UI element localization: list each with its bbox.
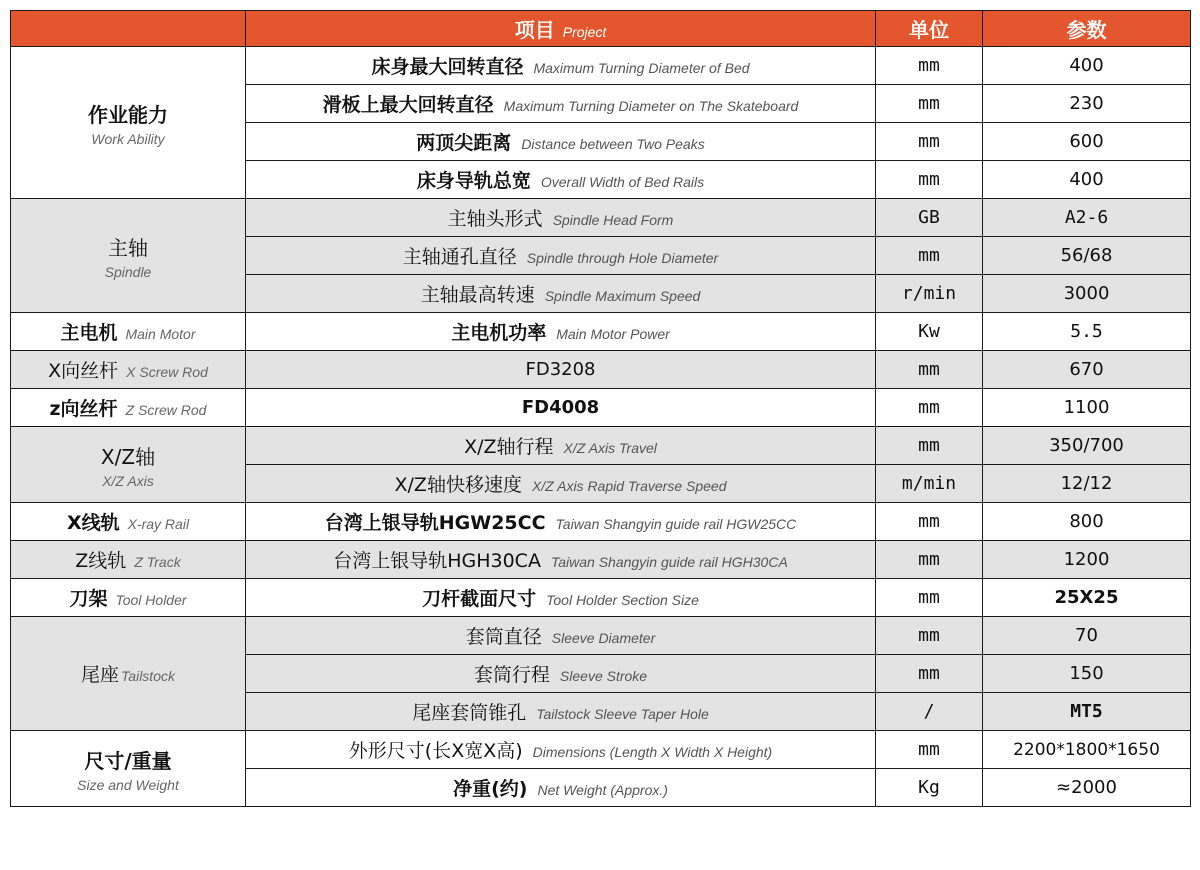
value-cell: 5.5 bbox=[983, 313, 1191, 351]
table-row bbox=[11, 617, 1191, 655]
value-cell: 3000 bbox=[983, 275, 1191, 313]
group-x-screw: X向丝杆 X Screw Rod bbox=[11, 351, 246, 389]
table-row bbox=[11, 313, 1191, 351]
item-cell: FD4008 bbox=[246, 389, 876, 427]
item-cell: 床身导轨总宽 Overall Width of Bed Rails bbox=[246, 161, 876, 199]
header-param: 参数 bbox=[983, 11, 1191, 47]
table-row bbox=[11, 351, 1191, 389]
table-row bbox=[11, 47, 1191, 85]
item-cell: X/Z轴行程 X/Z Axis Travel bbox=[246, 427, 876, 465]
item-cell: 两顶尖距离 Distance between Two Peaks bbox=[246, 123, 876, 161]
item-cell: 外形尺寸(长X宽X高) Dimensions (Length X Width X Height) bbox=[246, 731, 876, 769]
unit-cell: mm bbox=[876, 123, 983, 161]
unit-cell: mm bbox=[876, 85, 983, 123]
table-row bbox=[11, 579, 1191, 617]
value-cell: 1200 bbox=[983, 541, 1191, 579]
header-project: 项目 Project bbox=[246, 11, 876, 47]
value-cell: 670 bbox=[983, 351, 1191, 389]
group-tailstock: 尾座 Tailstock bbox=[11, 617, 246, 731]
unit-cell: mm bbox=[876, 579, 983, 617]
value-cell: ≈2000 bbox=[983, 769, 1191, 807]
item-cell: 台湾上银导轨HGH30CA Taiwan Shangyin guide rail HGH30CA bbox=[246, 541, 876, 579]
unit-cell: mm bbox=[876, 389, 983, 427]
unit-cell: mm bbox=[876, 427, 983, 465]
item-cell: 主轴最高转速 Spindle Maximum Speed bbox=[246, 275, 876, 313]
header-row bbox=[11, 11, 1191, 47]
item-cell: 套筒行程 Sleeve Stroke bbox=[246, 655, 876, 693]
unit-cell: mm bbox=[876, 617, 983, 655]
value-cell: 25X25 bbox=[983, 579, 1191, 617]
value-cell: 56/68 bbox=[983, 237, 1191, 275]
value-cell: 400 bbox=[983, 161, 1191, 199]
table-row bbox=[11, 199, 1191, 237]
spec-table bbox=[10, 10, 1191, 807]
group-x-rail: X线轨 X-ray Rail bbox=[11, 503, 246, 541]
unit-cell: mm bbox=[876, 655, 983, 693]
item-cell: FD3208 bbox=[246, 351, 876, 389]
table-row bbox=[11, 541, 1191, 579]
group-main-motor: 主电机 Main Motor bbox=[11, 313, 246, 351]
group-xz-axis: X/Z轴 X/Z Axis bbox=[11, 427, 246, 503]
group-tool-holder: 刀架 Tool Holder bbox=[11, 579, 246, 617]
value-cell: 230 bbox=[983, 85, 1191, 123]
unit-cell: Kg bbox=[876, 769, 983, 807]
item-cell: 套筒直径 Sleeve Diameter bbox=[246, 617, 876, 655]
unit-cell: mm bbox=[876, 503, 983, 541]
item-cell: 净重(约) Net Weight (Approx.) bbox=[246, 769, 876, 807]
unit-cell: / bbox=[876, 693, 983, 731]
unit-cell: mm bbox=[876, 351, 983, 389]
group-size-weight: 尺寸/重量 Size and Weight bbox=[11, 731, 246, 807]
unit-cell: Kw bbox=[876, 313, 983, 351]
group-spindle: 主轴 Spindle bbox=[11, 199, 246, 313]
value-cell: 600 bbox=[983, 123, 1191, 161]
unit-cell: mm bbox=[876, 731, 983, 769]
value-cell: A2-6 bbox=[983, 199, 1191, 237]
header-unit: 单位 bbox=[876, 11, 983, 47]
unit-cell: mm bbox=[876, 47, 983, 85]
table-row bbox=[11, 389, 1191, 427]
unit-cell: mm bbox=[876, 161, 983, 199]
group-work-ability: 作业能力 Work Ability bbox=[11, 47, 246, 199]
unit-cell: mm bbox=[876, 541, 983, 579]
item-cell: 主电机功率 Main Motor Power bbox=[246, 313, 876, 351]
table-row bbox=[11, 731, 1191, 769]
value-cell: 2200*1800*1650 bbox=[983, 731, 1191, 769]
item-cell: 床身最大回转直径 Maximum Turning Diameter of Bed bbox=[246, 47, 876, 85]
value-cell: 150 bbox=[983, 655, 1191, 693]
item-cell: 台湾上银导轨HGW25CC Taiwan Shangyin guide rail HGW25CC bbox=[246, 503, 876, 541]
value-cell: 12/12 bbox=[983, 465, 1191, 503]
value-cell: 400 bbox=[983, 47, 1191, 85]
group-z-screw: z向丝杆 Z Screw Rod bbox=[11, 389, 246, 427]
item-cell: X/Z轴快移速度 X/Z Axis Rapid Traverse Speed bbox=[246, 465, 876, 503]
value-cell: 350/700 bbox=[983, 427, 1191, 465]
table-row bbox=[11, 503, 1191, 541]
item-cell: 主轴通孔直径 Spindle through Hole Diameter bbox=[246, 237, 876, 275]
item-cell: 尾座套筒锥孔 Tailstock Sleeve Taper Hole bbox=[246, 693, 876, 731]
value-cell: 70 bbox=[983, 617, 1191, 655]
unit-cell: GB bbox=[876, 199, 983, 237]
item-cell: 滑板上最大回转直径 Maximum Turning Diameter on The Skateboard bbox=[246, 85, 876, 123]
value-cell: 800 bbox=[983, 503, 1191, 541]
unit-cell: r/min bbox=[876, 275, 983, 313]
unit-cell: m/min bbox=[876, 465, 983, 503]
value-cell: 1100 bbox=[983, 389, 1191, 427]
item-cell: 主轴头形式 Spindle Head Form bbox=[246, 199, 876, 237]
table-row bbox=[11, 427, 1191, 465]
unit-cell: mm bbox=[876, 237, 983, 275]
value-cell: MT5 bbox=[983, 693, 1191, 731]
group-z-track: Z线轨 Z Track bbox=[11, 541, 246, 579]
item-cell: 刀杆截面尺寸 Tool Holder Section Size bbox=[246, 579, 876, 617]
header-blank bbox=[11, 11, 246, 47]
